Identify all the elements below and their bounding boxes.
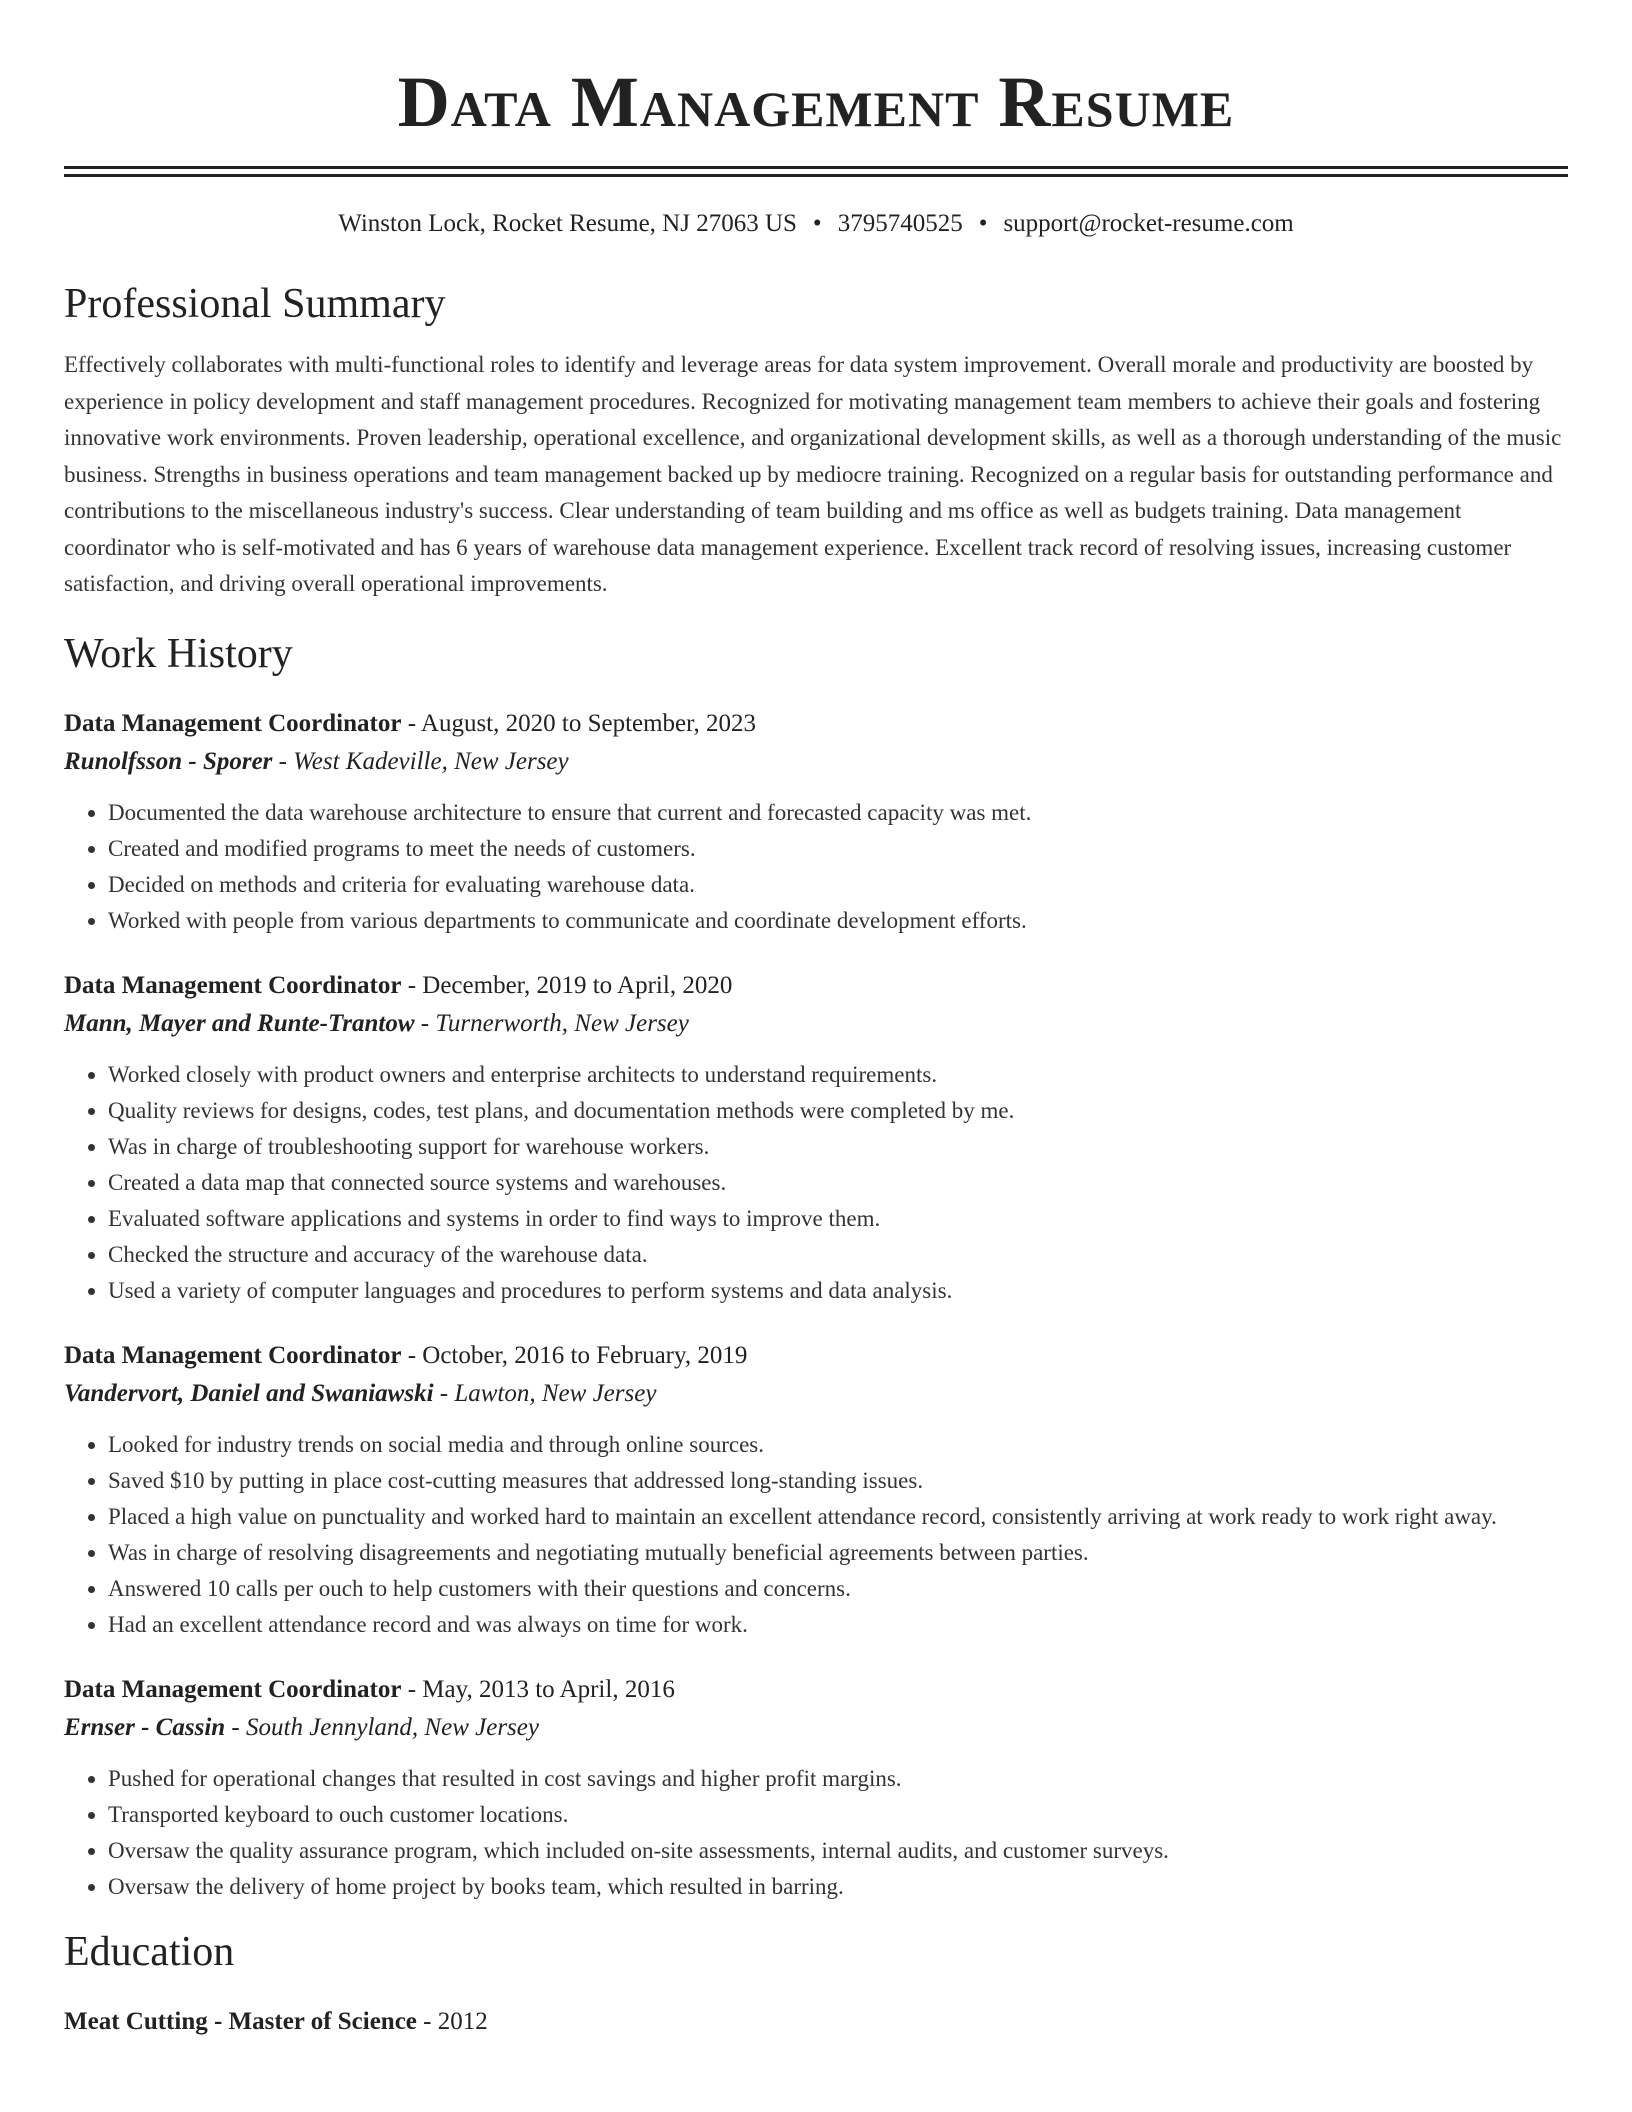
job-entry [64, 1671, 1568, 1905]
summary-text: Effectively collaborates with multi-functional roles to identify and leverage areas for data system improvement. Overall morale and productivity are boosted by experience in policy development and staff management procedures. Recognized for motivating management team members to achieve their goals and fostering innovative work environments. Proven leadership, operational excellence, and organizational development skills, as well as a thorough understanding of the music business. Strengths in business operations and team management backed up by mediocre training. Recognized on a regular basis for outstanding performance and contributions to the miscellaneous industry's success. Clear understanding of team building and ms office as well as budgets training. Data management coordinator who is self-motivated and has 6 years of warehouse data management experience. Excellent track record of resolving issues, increasing customer satisfaction, and driving overall operational improvements. [64, 352, 1562, 596]
job-bullet: • Evaluated software applications and systems in order to find ways to improve them. [108, 1201, 1568, 1237]
job-bullets [64, 1057, 1568, 1309]
job-bullet: • Oversaw the quality assurance program, which included on-site assessments, internal audits, and customer surveys. [108, 1833, 1568, 1869]
education-degree: Meat Cutting - Master of Science [64, 2007, 417, 2035]
job-title: Data Management Coordinator [64, 709, 402, 737]
company-line [64, 743, 1568, 781]
job-dates: - May, 2013 to April, 2016 [401, 1675, 675, 1703]
job-title-line [64, 967, 1568, 1005]
job-dates: - October, 2016 to February, 2019 [401, 1341, 748, 1369]
job-title: Data Management Coordinator [64, 971, 402, 999]
summary-heading: Professional Summary [64, 281, 446, 327]
job-bullet: • Pushed for operational changes that resulted in cost savings and higher profit margins. [108, 1761, 1568, 1797]
job-entry [64, 705, 1568, 939]
job-bullet: • Quality reviews for designs, codes, test plans, and documentation methods were completed by me. [108, 1093, 1568, 1129]
company-location: - Lawton, New Jersey [433, 1379, 657, 1407]
job-title-line [64, 1671, 1568, 1709]
job-entry [64, 967, 1568, 1309]
job-title-line [64, 1337, 1568, 1375]
company-name: Runolfsson - Sporer [64, 747, 273, 775]
resume-title: Data Management Resume [397, 62, 1235, 142]
contact-line [64, 209, 1568, 239]
job-bullet: • Created and modified programs to meet the needs of customers. [108, 831, 1568, 867]
company-location: - South Jennyland, New Jersey [225, 1713, 539, 1741]
company-line [64, 1005, 1568, 1043]
job-bullet: • Answered 10 calls per ouch to help customers with their questions and concerns. [108, 1571, 1568, 1607]
job-bullet: • Saved $10 by putting in place cost-cutting measures that addressed long-standing issues. [108, 1463, 1568, 1499]
job-dates: - December, 2019 to April, 2020 [401, 971, 733, 999]
work-history-heading: Work History [64, 630, 293, 677]
education-heading: Education [64, 1928, 235, 1975]
job-bullet: • Looked for industry trends on social media and through online sources. [108, 1427, 1568, 1463]
job-bullets [64, 1427, 1568, 1643]
company-location: - Turnerworth, New Jersey [414, 1009, 689, 1037]
job-bullet: • Worked with people from various departments to communicate and coordinate development efforts. [108, 903, 1568, 939]
job-title: Data Management Coordinator [64, 1341, 402, 1369]
job-bullet: • Used a variety of computer languages and procedures to perform systems and data analysis. [108, 1273, 1568, 1309]
company-line [64, 1375, 1568, 1413]
company-name: Ernser - Cassin [64, 1713, 226, 1741]
job-bullet: • Decided on methods and criteria for evaluating warehouse data. [108, 867, 1568, 903]
job-bullets [64, 795, 1568, 939]
company-line [64, 1709, 1568, 1747]
job-bullet: • Was in charge of troubleshooting support for warehouse workers. [108, 1129, 1568, 1165]
job-bullet: • Transported keyboard to ouch customer locations. [108, 1797, 1568, 1833]
job-bullet: • Worked closely with product owners and enterprise architects to understand requirements. [108, 1057, 1568, 1093]
job-bullet: • Placed a high value on punctuality and worked hard to maintain an excellent attendance record, consistently arriving at work ready to work right away. [108, 1499, 1568, 1535]
contact-separator: • [978, 210, 988, 237]
job-bullet: • Oversaw the delivery of home project by books team, which resulted in barring. [108, 1869, 1568, 1905]
job-bullet: • Had an excellent attendance record and was always on time for work. [108, 1607, 1568, 1643]
job-bullet: • Checked the structure and accuracy of the warehouse data. [108, 1237, 1568, 1273]
job-bullets [64, 1761, 1568, 1905]
job-entry [64, 1337, 1568, 1643]
title-double-rule [64, 166, 1568, 177]
contact-phone: 3795740525 [837, 210, 963, 237]
contact-address: Winston Lock, Rocket Resume, NJ 27063 US [338, 210, 797, 237]
contact-email: support@rocket-resume.com [1003, 210, 1294, 237]
job-bullet: • Documented the data warehouse architecture to ensure that current and forecasted capacity was met. [108, 795, 1568, 831]
education-year: - 2012 [416, 2007, 488, 2035]
job-title: Data Management Coordinator [64, 1675, 402, 1703]
job-bullet: • Was in charge of resolving disagreements and negotiating mutually beneficial agreements between parties. [108, 1535, 1568, 1571]
company-location: - West Kadeville, New Jersey [272, 747, 569, 775]
job-dates: - August, 2020 to September, 2023 [401, 709, 756, 737]
education-entry [64, 2003, 1568, 2041]
contact-separator: • [812, 210, 822, 237]
company-name: Mann, Mayer and Runte-Trantow [64, 1009, 415, 1037]
job-bullet: • Created a data map that connected source systems and warehouses. [108, 1165, 1568, 1201]
job-title-line [64, 705, 1568, 743]
company-name: Vandervort, Daniel and Swaniawski [64, 1379, 434, 1407]
